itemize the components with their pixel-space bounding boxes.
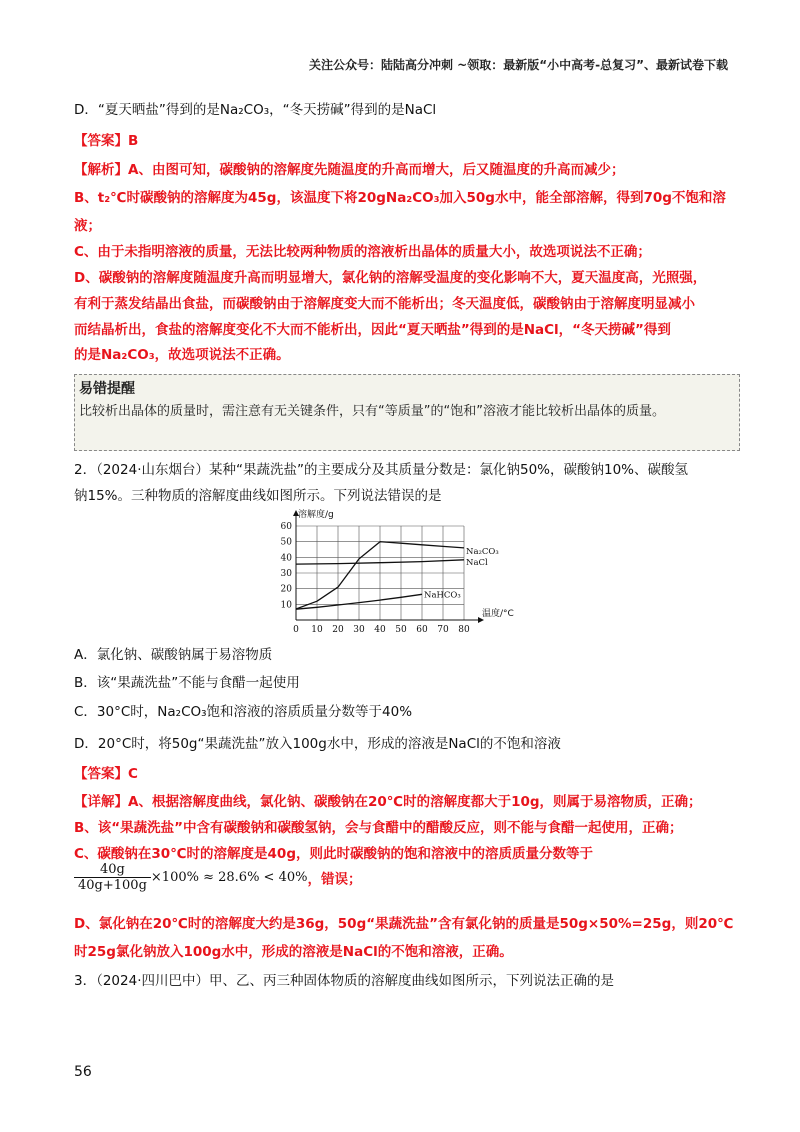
chart-grid: [296, 526, 464, 620]
y-tick-label: 10: [280, 600, 292, 611]
fraction-tail: ，错误；: [307, 871, 362, 888]
fraction-rest: ×100% ≈ 28.6% < 40%: [150, 870, 308, 885]
tip-text: 比较析出晶体的质量时，需注意有无关键条件，只有“等质量”的“饱和”溶液才能比较析出晶体的质量。: [79, 404, 665, 419]
chart-ticks: [281, 522, 470, 635]
analysis-line: B、t₂℃时碳酸钠的溶解度为45g，该温度下将20gNa₂CO₃加入50g水中，能全部溶解，得到70g不饱和溶: [74, 190, 726, 206]
y-tick-label: 30: [280, 569, 292, 579]
page-header: 关注公众号：陆陆高分冲刺 ~领取：最新版“小中高考-总复习”、最新试卷下载: [309, 58, 728, 72]
page-number: 56: [74, 1064, 92, 1080]
solubility-chart: [268, 508, 518, 636]
x-axis-label: 温度/°C: [482, 609, 514, 619]
detail-line: D、氯化钠在20℃时的溶解度大约是36g，50g“果蔬洗盐”含有氯化钠的质量是50g×50%=25g，则20℃: [74, 916, 734, 932]
legend-nacl: NaCl: [466, 557, 488, 568]
x-tick-label: 20: [332, 625, 344, 635]
fraction-numerator: 40g: [74, 862, 151, 878]
fraction-formula: [74, 862, 361, 893]
detail-line: 【详解】A、根据溶解度曲线，氯化钠、碳酸钠在20℃时的溶解度都大于10g，则属于易溶物质，正确；: [74, 794, 702, 810]
x-tick-label: 10: [311, 625, 323, 635]
option-c: C．30°C时，Na₂CO₃饱和溶液的溶质质量分数等于40%: [74, 704, 413, 720]
x-tick-label: 50: [395, 625, 407, 635]
analysis-line: 【解析】A、由图可知，碳酸钠的溶解度先随温度的升高而增大，后又随温度的升高而减少；: [74, 162, 625, 178]
x-tick-label: 70: [437, 625, 449, 635]
analysis-line: C、由于未指明溶液的质量，无法比较两种物质的溶液析出晶体的质量大小，故选项说法不正确；: [74, 244, 651, 260]
detail-line: C、碳酸钠在30℃时的溶解度是40g，则此时碳酸钠的饱和溶液中的溶质质量分数等于: [74, 846, 593, 862]
analysis-line: D、碳酸钠的溶解度随温度升高而明显增大，氯化钠的溶解受温度的变化影响不大，夏天温度高，光照强，: [74, 270, 707, 286]
y-tick-label: 20: [280, 584, 292, 595]
answer-prev: 【答案】B: [74, 133, 139, 149]
error-tip-box: [74, 374, 740, 451]
legend-nahco3: NaHCO₃: [424, 590, 461, 601]
option-d: D．20°C时，将50g“果蔬洗盐”放入100g水中，形成的溶液是NaCl的不饱和溶液: [74, 736, 561, 752]
option-d-prev: D．“夏天晒盐”得到的是Na₂CO₃，“冬天捞碱”得到的是NaCl: [74, 102, 437, 118]
fraction-denominator: 40g+100g: [78, 878, 147, 893]
q2-stem: 2．（2024·山东烟台）某种“果蔬洗盐”的主要成分及其质量分数是：氯化钠50%，碳酸钠10%、碳酸氢: [74, 462, 688, 478]
x-tick-label: 30: [353, 625, 365, 635]
detail-line: B、该“果蔬洗盐”中含有碳酸钠和碳酸氢钠，会与食醋中的醋酸反应，则不能与食醋一起使用，正确；: [74, 820, 683, 836]
y-tick-label: 50: [280, 537, 292, 548]
y-axis-label: 溶解度/g: [298, 510, 334, 520]
y-tick-label: 40: [280, 553, 292, 564]
x-tick-label: 0: [293, 625, 299, 635]
tip-title: 易错提醒: [79, 381, 135, 397]
analysis-line: 而结晶析出，食盐的溶解度变化不大而不能析出，因此“夏天晒盐”得到的是NaCl，“冬天捞碱”得到: [74, 322, 671, 338]
q3-stem: 3．（2024·四川巴中）甲、乙、丙三种固体物质的溶解度曲线如图所示，下列说法正确的是: [74, 973, 614, 989]
analysis-line: 有利于蒸发结晶出食盐，而碳酸钠由于溶解度变大而不能析出；冬天温度低，碳酸钠由于溶解度明显减小: [74, 296, 695, 312]
q2-stem: 钠15%。三种物质的溶解度曲线如图所示。下列说法错误的是: [74, 488, 442, 504]
answer-q2: 【答案】C: [74, 766, 138, 782]
x-tick-label: 60: [416, 625, 428, 635]
x-tick-label: 80: [458, 625, 470, 635]
chart-axes: [293, 510, 484, 623]
y-tick-label: 60: [280, 522, 292, 532]
legend-na2co3: Na₂CO₃: [466, 546, 499, 557]
option-b: B．该“果蔬洗盐”不能与食醋一起使用: [74, 675, 300, 691]
x-tick-label: 40: [374, 625, 386, 635]
analysis-line: 液；: [74, 218, 101, 234]
detail-line: 时25g氯化钠放入100g水中，形成的溶液是NaCl的不饱和溶液，正确。: [74, 944, 513, 960]
option-a: A．氯化钠、碳酸钠属于易溶物质: [74, 647, 273, 663]
analysis-line: 的是Na₂CO₃，故选项说法不正确。: [74, 347, 290, 363]
